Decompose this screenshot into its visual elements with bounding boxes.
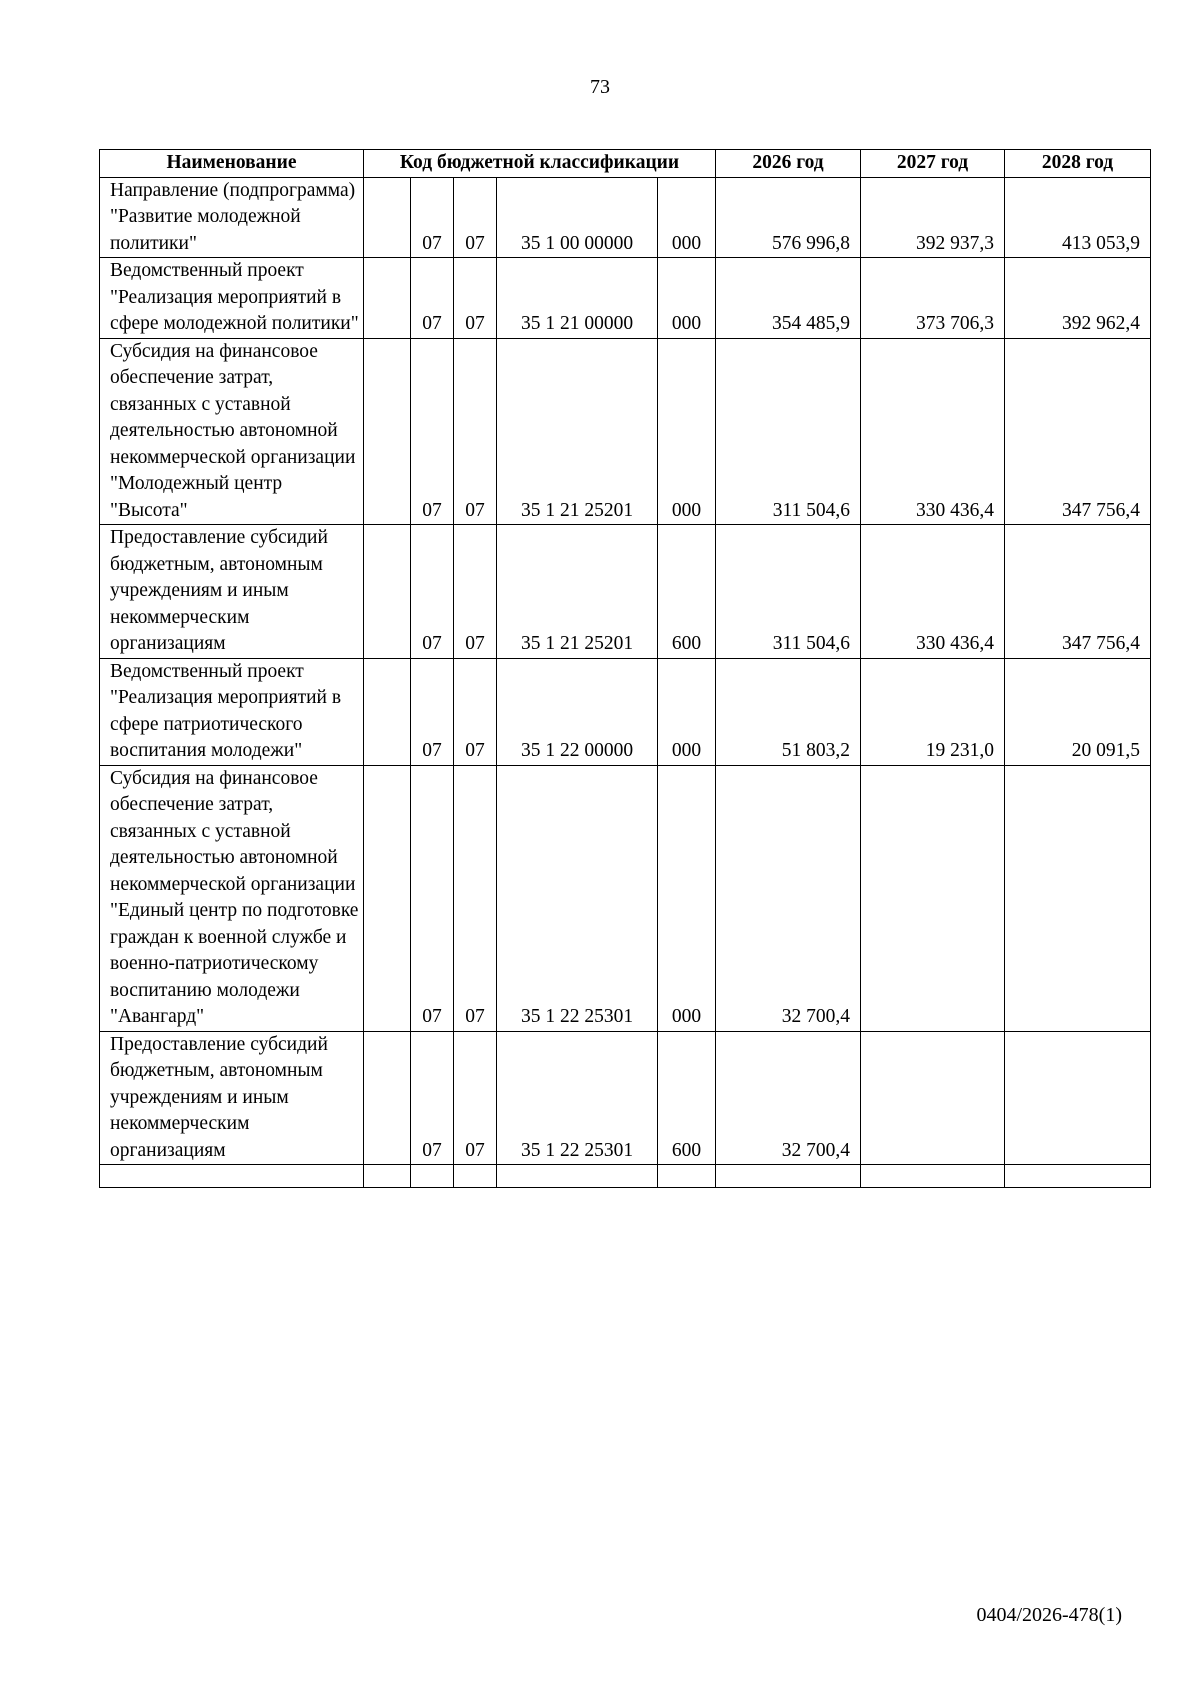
table-row [100, 765, 1151, 1031]
row-code-target: 35 1 21 25201 [497, 525, 658, 659]
empty-table-row [100, 1165, 1151, 1188]
row-name: Субсидия на финансовое обеспечение затрат, связанных с уставной деятельностью автономной некоммерческой организации "Молодежный центр "Высота" [100, 338, 364, 525]
row-code-expense-type: 600 [658, 1031, 716, 1165]
row-code-target: 35 1 22 25301 [497, 1031, 658, 1165]
table-row [100, 338, 1151, 525]
row-name: Предоставление субсидий бюджетным, автономным учреждениям и иным некоммерческим организациям [100, 525, 364, 659]
row-value-2026: 354 485,9 [716, 258, 861, 339]
row-code-subsection: 07 [454, 338, 497, 525]
row-code-section: 07 [411, 258, 454, 339]
empty-cell [100, 1165, 364, 1188]
table-header-row [100, 150, 1151, 178]
row-value-2027: 373 706,3 [861, 258, 1005, 339]
row-value-2027 [861, 765, 1005, 1031]
row-code-expense-type: 000 [658, 658, 716, 765]
empty-cell [861, 1165, 1005, 1188]
row-code-section: 07 [411, 765, 454, 1031]
empty-cell [364, 1165, 411, 1188]
row-code-subsection: 07 [454, 258, 497, 339]
row-code-1 [364, 177, 411, 258]
empty-cell [497, 1165, 658, 1188]
row-value-2028 [1005, 1031, 1151, 1165]
row-code-target: 35 1 22 25301 [497, 765, 658, 1031]
row-code-section: 07 [411, 1031, 454, 1165]
row-value-2028: 413 053,9 [1005, 177, 1151, 258]
row-value-2027 [861, 1031, 1005, 1165]
empty-cell [1005, 1165, 1151, 1188]
row-value-2026: 32 700,4 [716, 1031, 861, 1165]
header-2026: 2026 год [716, 150, 861, 178]
row-value-2028: 347 756,4 [1005, 525, 1151, 659]
row-code-section: 07 [411, 658, 454, 765]
row-code-subsection: 07 [454, 765, 497, 1031]
table-row [100, 525, 1151, 659]
row-code-expense-type: 000 [658, 258, 716, 339]
row-name: Направление (подпрограмма) "Развитие молодежной политики" [100, 177, 364, 258]
row-code-section: 07 [411, 525, 454, 659]
row-name: Субсидия на финансовое обеспечение затрат, связанных с уставной деятельностью автономной некоммерческой организации "Единый центр по подготовке граждан к военной службе и военно-патриотическому воспитанию молодежи "Авангард" [100, 765, 364, 1031]
empty-cell [454, 1165, 497, 1188]
empty-cell [716, 1165, 861, 1188]
header-2027: 2027 год [861, 150, 1005, 178]
table-row [100, 658, 1151, 765]
row-value-2027: 330 436,4 [861, 338, 1005, 525]
row-code-expense-type: 000 [658, 765, 716, 1031]
row-value-2026: 311 504,6 [716, 338, 861, 525]
row-value-2026: 311 504,6 [716, 525, 861, 659]
row-name: Ведомственный проект "Реализация мероприятий в сфере патриотического воспитания молодежи" [100, 658, 364, 765]
row-code-1 [364, 338, 411, 525]
row-code-subsection: 07 [454, 525, 497, 659]
row-value-2026: 51 803,2 [716, 658, 861, 765]
row-code-subsection: 07 [454, 1031, 497, 1165]
row-code-1 [364, 525, 411, 659]
row-value-2028: 392 962,4 [1005, 258, 1151, 339]
row-code-expense-type: 000 [658, 177, 716, 258]
row-code-section: 07 [411, 177, 454, 258]
header-2028: 2028 год [1005, 150, 1151, 178]
row-code-1 [364, 258, 411, 339]
header-code: Код бюджетной классификации [364, 150, 716, 178]
row-value-2027: 19 231,0 [861, 658, 1005, 765]
row-value-2028: 347 756,4 [1005, 338, 1151, 525]
table-row [100, 1031, 1151, 1165]
table-row [100, 177, 1151, 258]
row-code-expense-type: 600 [658, 525, 716, 659]
row-code-section: 07 [411, 338, 454, 525]
row-code-target: 35 1 22 00000 [497, 658, 658, 765]
page-number: 73 [590, 76, 610, 98]
row-code-1 [364, 765, 411, 1031]
row-name: Предоставление субсидий бюджетным, автономным учреждениям и иным некоммерческим организациям [100, 1031, 364, 1165]
row-value-2027: 392 937,3 [861, 177, 1005, 258]
row-value-2027: 330 436,4 [861, 525, 1005, 659]
empty-cell [411, 1165, 454, 1188]
header-name: Наименование [100, 150, 364, 178]
row-value-2028: 20 091,5 [1005, 658, 1151, 765]
row-code-1 [364, 1031, 411, 1165]
row-code-subsection: 07 [454, 177, 497, 258]
table-row [100, 258, 1151, 339]
row-value-2028 [1005, 765, 1151, 1031]
row-code-expense-type: 000 [658, 338, 716, 525]
budget-table [99, 149, 1151, 1188]
row-code-target: 35 1 21 25201 [497, 338, 658, 525]
row-code-target: 35 1 21 00000 [497, 258, 658, 339]
row-code-1 [364, 658, 411, 765]
document-code: 0404/2026-478(1) [976, 1604, 1122, 1626]
row-name: Ведомственный проект "Реализация мероприятий в сфере молодежной политики" [100, 258, 364, 339]
row-code-target: 35 1 00 00000 [497, 177, 658, 258]
row-value-2026: 32 700,4 [716, 765, 861, 1031]
row-value-2026: 576 996,8 [716, 177, 861, 258]
empty-cell [658, 1165, 716, 1188]
row-code-subsection: 07 [454, 658, 497, 765]
